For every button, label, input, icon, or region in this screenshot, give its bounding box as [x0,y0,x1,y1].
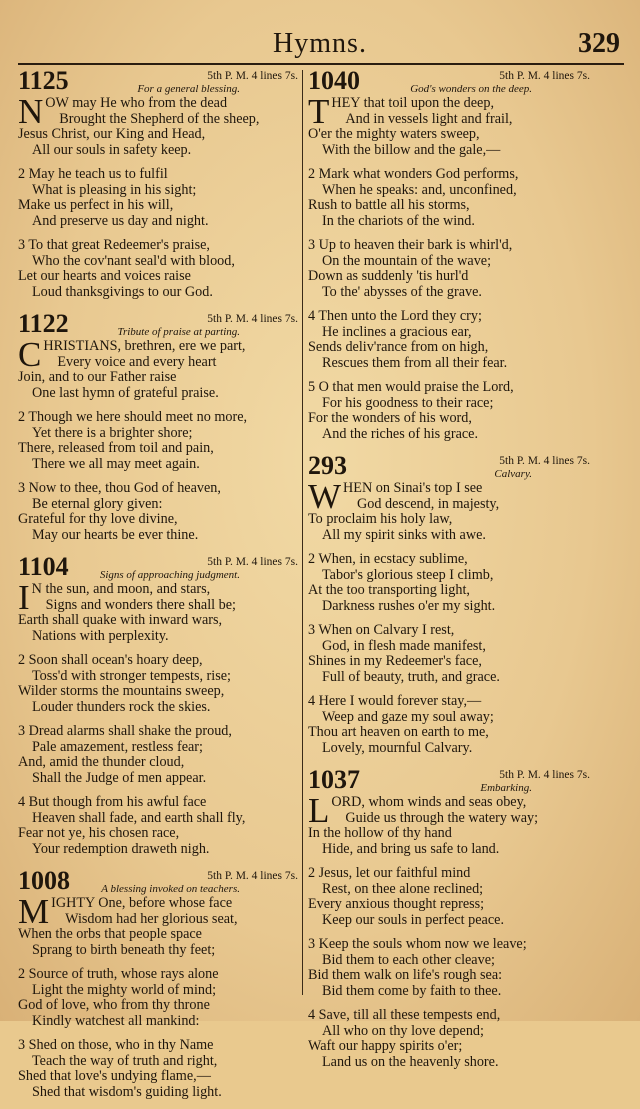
hymn-subtitle: Tribute of praise at parting. [117,326,240,338]
verse-line: Thou art heaven on earth to me, [308,724,489,740]
drop-cap-lines [331,96,512,127]
verse-line: With the billow and the gale,— [322,141,501,158]
verse-line: Every anxious thought repress; [308,896,485,912]
stanza [308,380,590,442]
verse-line: N the sun, and moon, and stars, [31,581,211,597]
verse-line: Louder thunders rock the skies. [32,698,211,715]
verse-line: 3 Up to heaven their bark is whirl'd, [308,237,513,253]
stanza [18,335,298,401]
hymn-number: 1104 [18,552,69,581]
verse-line: Full of beauty, truth, and grace. [322,668,500,685]
verse-line: 2 Jesus, let our faithful mind [308,865,471,881]
verse-line: Make us perfect in his will, [18,197,174,213]
verse-line: 5 O that men would praise the Lord, [308,379,514,395]
verse-line: Rescues them from all their fear. [322,354,508,371]
drop-cap: C [18,335,42,374]
verse-line: Lovely, mournful Calvary. [322,739,473,756]
hymn-number: 293 [308,451,347,480]
stanza [308,552,590,614]
hymn-meter: 5th P. M. 4 lines 7s. [499,455,590,467]
stanza [18,578,298,644]
verse-line: Wilder storms the mountains sweep, [18,683,225,699]
hymn-meter: 5th P. M. 4 lines 7s. [499,769,590,781]
verse-line: 3 To that great Redeemer's praise, [18,237,210,253]
drop-cap: I [18,578,30,617]
verse-line: Keep our souls in perfect peace. [322,911,504,928]
stanza [308,937,590,999]
verse-line: In the hollow of thy hand [308,825,452,841]
verse-line: God, in flesh made manifest, [322,637,486,654]
verse-line: Who the cov'nant seal'd with blood, [32,252,235,269]
stanza [308,167,590,229]
verse-line: Sprang to birth beneath thy feet; [32,941,216,958]
verse-line: HEN on Sinai's top I see [343,480,483,496]
verse-line: May our hearts be ever thine. [32,526,199,543]
hymn-meter: 5th P. M. 4 lines 7s. [207,313,298,325]
stanza [308,92,590,158]
verse-line: Tabor's glorious steep I climb, [322,566,494,583]
right-column [308,66,590,1079]
verse-line: In the chariots of the wind. [322,212,475,229]
verse-line: 3 Dread alarms shall shake the proud, [18,723,232,739]
verse-line: 4 But though from his awful face [18,794,207,810]
verse-line: There we all may meet again. [32,455,200,472]
hymn-header [18,66,298,96]
hymn-1008 [18,866,298,1100]
verse-line: He inclines a gracious ear, [322,323,472,340]
verse-line: Bid them walk on life's rough sea: [308,967,503,983]
verse-line: Rush to battle all his storms, [308,197,470,213]
verse-line: 3 Keep the souls whom now we leave; [308,936,527,952]
drop-cap-lines [43,339,245,370]
verse-line: Let our hearts and voices raise [18,268,191,284]
verse-line: For his goodness to their race; [322,394,494,411]
verse-line: 3 Shed on those, who in thy Name [18,1037,214,1053]
column-divider [302,70,303,995]
hymn-293 [308,451,590,756]
stanza [308,694,590,756]
verse-line: HEY that toil upon the deep, [331,95,494,111]
hymn-number: 1122 [18,309,69,338]
verse-line: Darkness rushes o'er my sight. [322,597,496,614]
verse-line: One last hymn of grateful praise. [32,384,219,401]
drop-cap-lines [51,896,237,927]
verse-line: Fear not ye, his chosen race, [18,825,180,841]
opening-lines [18,92,298,131]
hymn-subtitle: A blessing invoked on teachers. [101,883,240,895]
verse-line: For the wonders of his word, [308,410,472,426]
hymn-number: 1008 [18,866,70,895]
verse-line: Weep and gaze my soul away; [322,708,494,725]
stanza [308,866,590,928]
hymn-1040 [308,66,590,442]
verse-line: Light the mighty world of mind; [32,981,217,998]
running-title: Hymns. [273,28,367,59]
verse-line: Bid them to each other cleave; [322,951,495,968]
stanza [18,892,298,958]
verse-line: And the riches of his grace. [322,425,479,442]
left-column [18,66,298,1109]
verse-line: 3 When on Calvary I rest, [308,622,455,638]
verse-line: Signs and wonders there shall be; [45,596,236,613]
drop-cap-lines [32,582,236,613]
verse-line: Shines in my Redeemer's face, [308,653,482,669]
stanza [18,238,298,300]
verse-line: Land us on the heavenly shore. [322,1053,499,1070]
verse-line: Shall the Judge of men appear. [32,769,207,786]
verse-line: 2 Source of truth, whose rays alone [18,966,219,982]
drop-cap: L [308,791,330,830]
verse-line: Toss'd with stronger tempests, rise; [32,667,231,684]
verse-line: ORD, whom winds and seas obey, [331,794,527,810]
stanza [18,481,298,543]
verse-line: Brought the Shepherd of the sheep, [59,110,260,127]
verse-line: There, released from toil and pain, [18,440,214,456]
stanza [18,967,298,1029]
verse-line: Wisdom had her glorious seat, [65,910,238,927]
verse-line: On the mountain of the wave; [322,252,492,269]
stanza [18,1038,298,1100]
hymn-subtitle: Calvary. [494,468,532,480]
opening-lines [18,578,298,617]
verse-line: At the too transporting light, [308,582,470,598]
verse-line: Kindly watchest all mankind: [32,1012,200,1029]
stanza [18,167,298,229]
header-rule [18,63,624,65]
verse-line: 3 Now to thee, thou God of heaven, [18,480,221,496]
hymn-meter: 5th P. M. 4 lines 7s. [499,70,590,82]
hymn-header [18,552,298,582]
verse-line: 2 May he teach us to fulfil [18,166,168,182]
verse-line: Bid them come by faith to thee. [322,982,502,999]
verse-line: Guide us through the watery way; [345,809,539,826]
hymn-number: 1125 [18,66,69,95]
verse-line: And, amid the thunder cloud, [18,754,185,770]
stanza [308,791,590,857]
verse-line: And preserve us day and night. [32,212,209,229]
page-header [0,0,640,70]
opening-lines [308,477,590,516]
hymn-header [18,309,298,339]
verse-line: Join, and to our Father raise [18,369,177,385]
verse-line: Shed that love's undying flame,— [18,1068,211,1084]
stanza [18,653,298,715]
opening-lines [308,791,590,830]
verse-line: Every voice and every heart [57,353,217,370]
stanza [308,477,590,543]
verse-line: To proclaim his holy law, [308,511,453,527]
verse-line: Be eternal glory given: [32,495,163,512]
verse-line: All who on thy love depend; [322,1022,484,1039]
drop-cap: M [18,892,50,931]
verse-line: 4 Save, till all these tempests end, [308,1007,501,1023]
verse-line: 2 When, in ecstacy sublime, [308,551,468,567]
verse-line: 2 Mark what wonders God performs, [308,166,519,182]
stanza [18,795,298,857]
hymn-header [18,866,298,896]
hymn-header [308,451,590,481]
verse-line: And in vessels light and frail, [345,110,513,127]
verse-line: Your redemption draweth nigh. [32,840,210,857]
stanza [308,238,590,300]
verse-line: All our souls in safety keep. [32,141,192,158]
hymn-header [308,66,590,96]
verse-line: Grateful for thy love divine, [18,511,178,527]
verse-line: Jesus Christ, our King and Head, [18,126,206,142]
drop-cap: N [18,92,44,131]
stanza [308,1008,590,1070]
hymn-subtitle: For a general blessing. [137,83,240,95]
stanza [308,623,590,685]
hymn-subtitle: God's wonders on the deep. [410,83,532,95]
opening-lines [18,892,298,931]
verse-line: Down as suddenly 'tis hurl'd [308,268,469,284]
verse-line: God descend, in majesty, [357,495,500,512]
hymn-1104 [18,552,298,857]
stanza [18,410,298,472]
verse-line: Teach the way of truth and right, [32,1052,218,1069]
stanza [308,309,590,371]
drop-cap-lines [331,795,538,826]
verse-line: Waft our happy spirits o'er; [308,1038,463,1054]
hymn-number: 1040 [308,66,360,95]
verse-line: Sends deliv'rance from on high, [308,339,489,355]
verse-line: Rest, on thee alone reclined; [322,880,484,897]
hymn-subtitle: Embarking. [480,782,532,794]
verse-line: Heaven shall fade, and earth shall fly, [32,809,246,826]
opening-lines [308,92,590,131]
hymn-header [308,765,590,795]
hymn-1122 [18,309,298,543]
verse-line: O'er the mighty waters sweep, [308,126,480,142]
verse-line: What is pleasing in his sight; [32,181,197,198]
verse-line: To the' abysses of the grave. [322,283,482,300]
verse-line: When the orbs that people space [18,926,202,942]
hymn-1037 [308,765,590,1070]
verse-line: IGHTY One, before whose face [51,895,233,911]
verse-line: HRISTIANS, brethren, ere we part, [43,338,246,354]
drop-cap: W [308,477,342,516]
verse-line: God of love, who from thy throne [18,997,210,1013]
verse-line: Earth shall quake with inward wars, [18,612,223,628]
hymn-subtitle: Signs of approaching judgment. [99,569,240,581]
verse-line: Nations with perplexity. [32,627,169,644]
hymn-meter: 5th P. M. 4 lines 7s. [207,870,298,882]
verse-line: Shed that wisdom's guiding light. [32,1083,222,1100]
page-number: 329 [578,28,620,59]
hymn-meter: 5th P. M. 4 lines 7s. [207,70,298,82]
verse-line: All my spirit sinks with awe. [322,526,486,543]
verse-line: Yet there is a brighter shore; [32,424,193,441]
verse-line: 4 Here I would forever stay,— [308,693,482,709]
verse-line: 2 Though we here should meet no more, [18,409,248,425]
stanza [18,92,298,158]
hymn-1125 [18,66,298,300]
hymn-number: 1037 [308,765,360,794]
verse-line: When he speaks: and, unconfined, [322,181,517,198]
stanza [18,724,298,786]
verse-line: Pale amazement, restless fear; [32,738,203,755]
verse-line: 2 Soon shall ocean's hoary deep, [18,652,203,668]
hymn-meter: 5th P. M. 4 lines 7s. [207,556,298,568]
drop-cap: T [308,92,330,131]
verse-line: 4 Then unto the Lord they cry; [308,308,482,324]
drop-cap-lines [343,481,499,512]
verse-line: Loud thanksgivings to our God. [32,283,213,300]
opening-lines [18,335,298,374]
drop-cap-lines [45,96,259,127]
verse-line: Hide, and bring us safe to land. [322,840,500,857]
verse-line: OW may He who from the dead [45,95,228,111]
